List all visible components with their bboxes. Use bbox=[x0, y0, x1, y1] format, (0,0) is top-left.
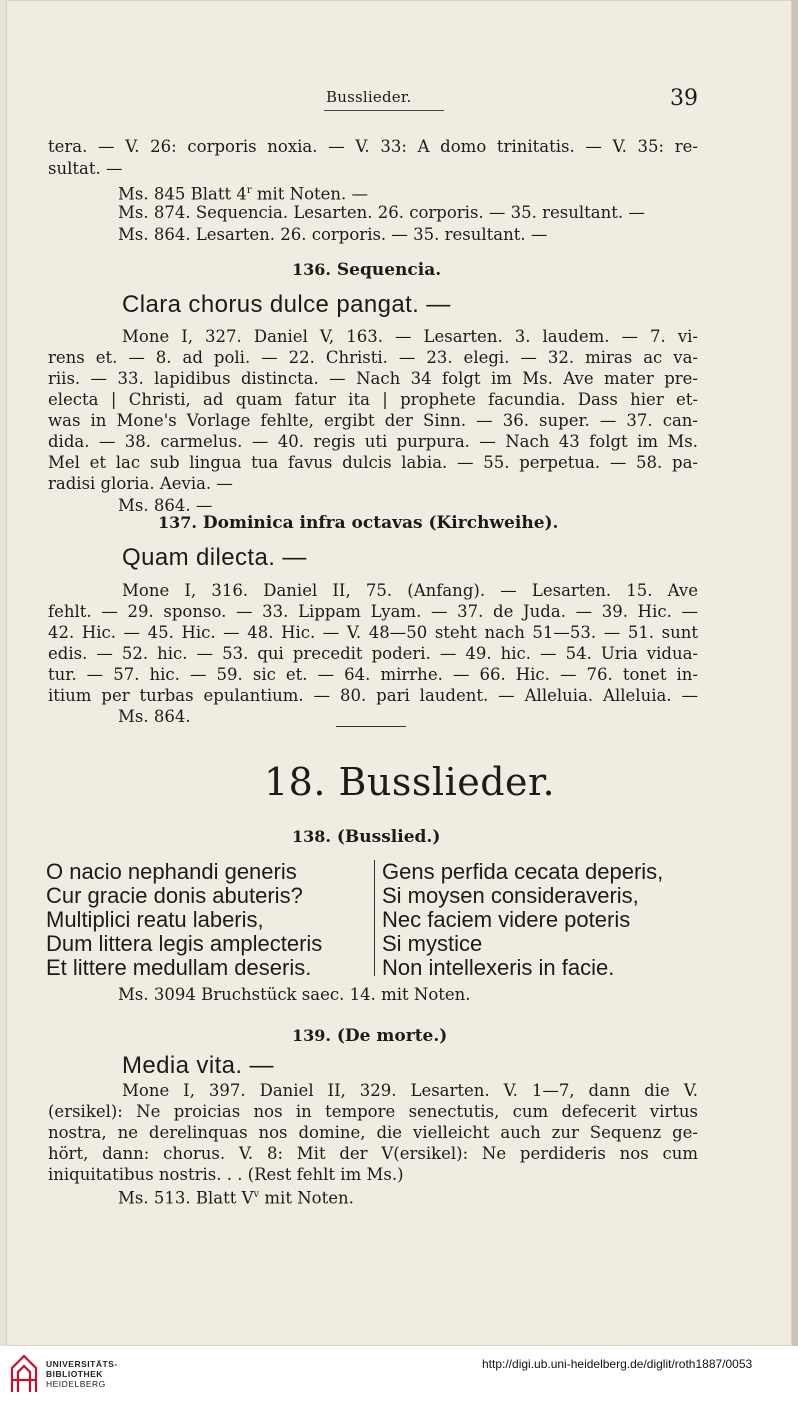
column-divider bbox=[374, 860, 375, 976]
running-head: Busslieder. bbox=[326, 88, 412, 106]
text-line: itium per turbas epulantium. — 80. pari laudent. — Alleluia. Alleluia. — bbox=[48, 686, 698, 705]
text-line: rens et. — 8. ad poli. — 22. Christi. — 23. elegi. — 32. miras ac va- bbox=[48, 348, 698, 367]
text-line: electa | Christi, ad quam fatur ita | prophete facundia. Dass hier et- bbox=[48, 390, 698, 409]
text-line: dida. — 38. carmelus. — 40. regis uti purpura. — Nach 43 folgt im Ms. bbox=[48, 432, 698, 451]
ms-line: Ms. 864. — bbox=[118, 496, 213, 515]
section-heading: 137. Dominica infra octavas (Kirchweihe). bbox=[158, 513, 559, 533]
text-line: 42. Hic. — 45. Hic. — 48. Hic. — V. 48—50 steht nach 51—53. — 51. sunt bbox=[48, 623, 698, 642]
text-line: tur. — 57. hic. — 59. sic et. — 64. mirrhe. — 66. Hic. — 76. tonet in- bbox=[48, 665, 698, 684]
text-line: radisi gloria. Aevia. — bbox=[48, 474, 233, 493]
verse-line: Cur gracie donis abuteris? bbox=[46, 883, 303, 908]
verse-line: Si moysen consideraveris, bbox=[382, 883, 639, 908]
text-line: edis. — 52. hic. — 53. qui precedit poderi. — 49. hic. — 54. Uria vidua- bbox=[48, 644, 698, 663]
text-line: nostra, ne derelinquas nos domine, die vielleicht auch zur Sequenz ge- bbox=[48, 1123, 698, 1142]
header-rule bbox=[324, 110, 444, 111]
ms-line: Ms. 864. Lesarten. 26. corporis. — 35. resultant. — bbox=[118, 225, 548, 244]
poem-left-column bbox=[46, 860, 322, 980]
ms-line: Ms. 864. bbox=[118, 707, 191, 726]
ms-line: Ms. 874. Sequencia. Lesarten. 26. corporis. — 35. resultant. — bbox=[118, 203, 645, 222]
verse-line: Et littere medullam deseris. bbox=[46, 955, 312, 980]
incipit: Clara chorus dulce pangat. — bbox=[122, 291, 451, 318]
text-line: (ersikel): Ne proicias nos in tempore senectutis, cum defecerit virtus bbox=[48, 1102, 698, 1121]
library-name-line: BIBLIOTHEK bbox=[46, 1369, 103, 1379]
text-line: was in Mone's Vorlage fehlte, ergibt der Sinn. — 36. super. — 37. can- bbox=[48, 411, 698, 430]
chapter-heading: 18. Busslieder. bbox=[264, 760, 556, 804]
verse-line: O nacio nephandi generis bbox=[46, 859, 297, 884]
section-divider bbox=[336, 726, 406, 727]
section-heading: 139. (De morte.) bbox=[292, 1026, 448, 1046]
verse-line: Non intellexeris in facie. bbox=[382, 955, 615, 980]
text-line: Mone I, 397. Daniel II, 329. Lesarten. V. 1—7, dann die V. bbox=[122, 1081, 698, 1100]
ms-line: Ms. 845 Blatt 4$^r$ mit Noten. — bbox=[118, 184, 369, 204]
text-line: Mone I, 316. Daniel II, 75. (Anfang). — Lesarten. 15. Ave bbox=[122, 581, 698, 600]
text-line: hört, dann: chorus. V. 8: Mit der V(ersikel): Ne perdideris nos cum bbox=[48, 1144, 698, 1163]
verse-line: Gens perfida cecata deperis, bbox=[382, 859, 664, 884]
text-line: Mel et lac sub lingua tua favus dulcis labia. — 55. perpetua. — 58. pa- bbox=[48, 453, 698, 472]
verse-line: Nec faciem videre poteris bbox=[382, 907, 631, 932]
university-library-logo-icon[interactable] bbox=[8, 1352, 40, 1396]
verse-line: Dum littera legis amplecteris bbox=[46, 931, 323, 956]
incipit: Media vita. — bbox=[122, 1052, 274, 1079]
text-line: iniquitatibus nostris. . . (Rest fehlt im Ms.) bbox=[48, 1165, 404, 1184]
text-line: Mone I, 327. Daniel V, 163. — Lesarten. 3. laudem. — 7. vi- bbox=[122, 327, 698, 346]
incipit: Quam dilecta. — bbox=[122, 544, 307, 571]
text-line: sultat. — bbox=[48, 159, 123, 178]
scanned-page bbox=[6, 0, 792, 1346]
text-line: fehlt. — 29. sponso. — 33. Lippam Lyam. — 37. de Juda. — 39. Hic. — bbox=[48, 602, 698, 621]
verse-line: Si mystice bbox=[382, 931, 483, 956]
library-name-line: UNIVERSITÄTS- bbox=[46, 1359, 118, 1369]
library-footer bbox=[0, 1346, 798, 1403]
page-edge bbox=[792, 0, 798, 1346]
section-heading: 138. (Busslied.) bbox=[292, 827, 441, 847]
permalink-url[interactable]: http://digi.ub.uni-heidelberg.de/diglit/roth1887/0053 bbox=[482, 1357, 753, 1371]
section-heading: 136. Sequencia. bbox=[292, 260, 442, 280]
text-line: riis. — 33. lapidibus distincta. — Nach 34 folgt im Ms. Ave mater pre- bbox=[48, 369, 698, 388]
verse-line: Multiplici reatu laberis, bbox=[46, 907, 264, 932]
ms-line: Ms. 3094 Bruchstück saec. 14. mit Noten. bbox=[118, 985, 471, 1004]
poem-right-column bbox=[382, 860, 663, 980]
text-line: tera. — V. 26: corporis noxia. — V. 33: A domo trinitatis. — V. 35: re- bbox=[48, 137, 698, 156]
library-name-line: HEIDELBERG bbox=[46, 1379, 106, 1389]
page-number: 39 bbox=[670, 86, 698, 111]
ms-line: Ms. 513. Blatt $V^v$ mit Noten. bbox=[118, 1188, 354, 1208]
